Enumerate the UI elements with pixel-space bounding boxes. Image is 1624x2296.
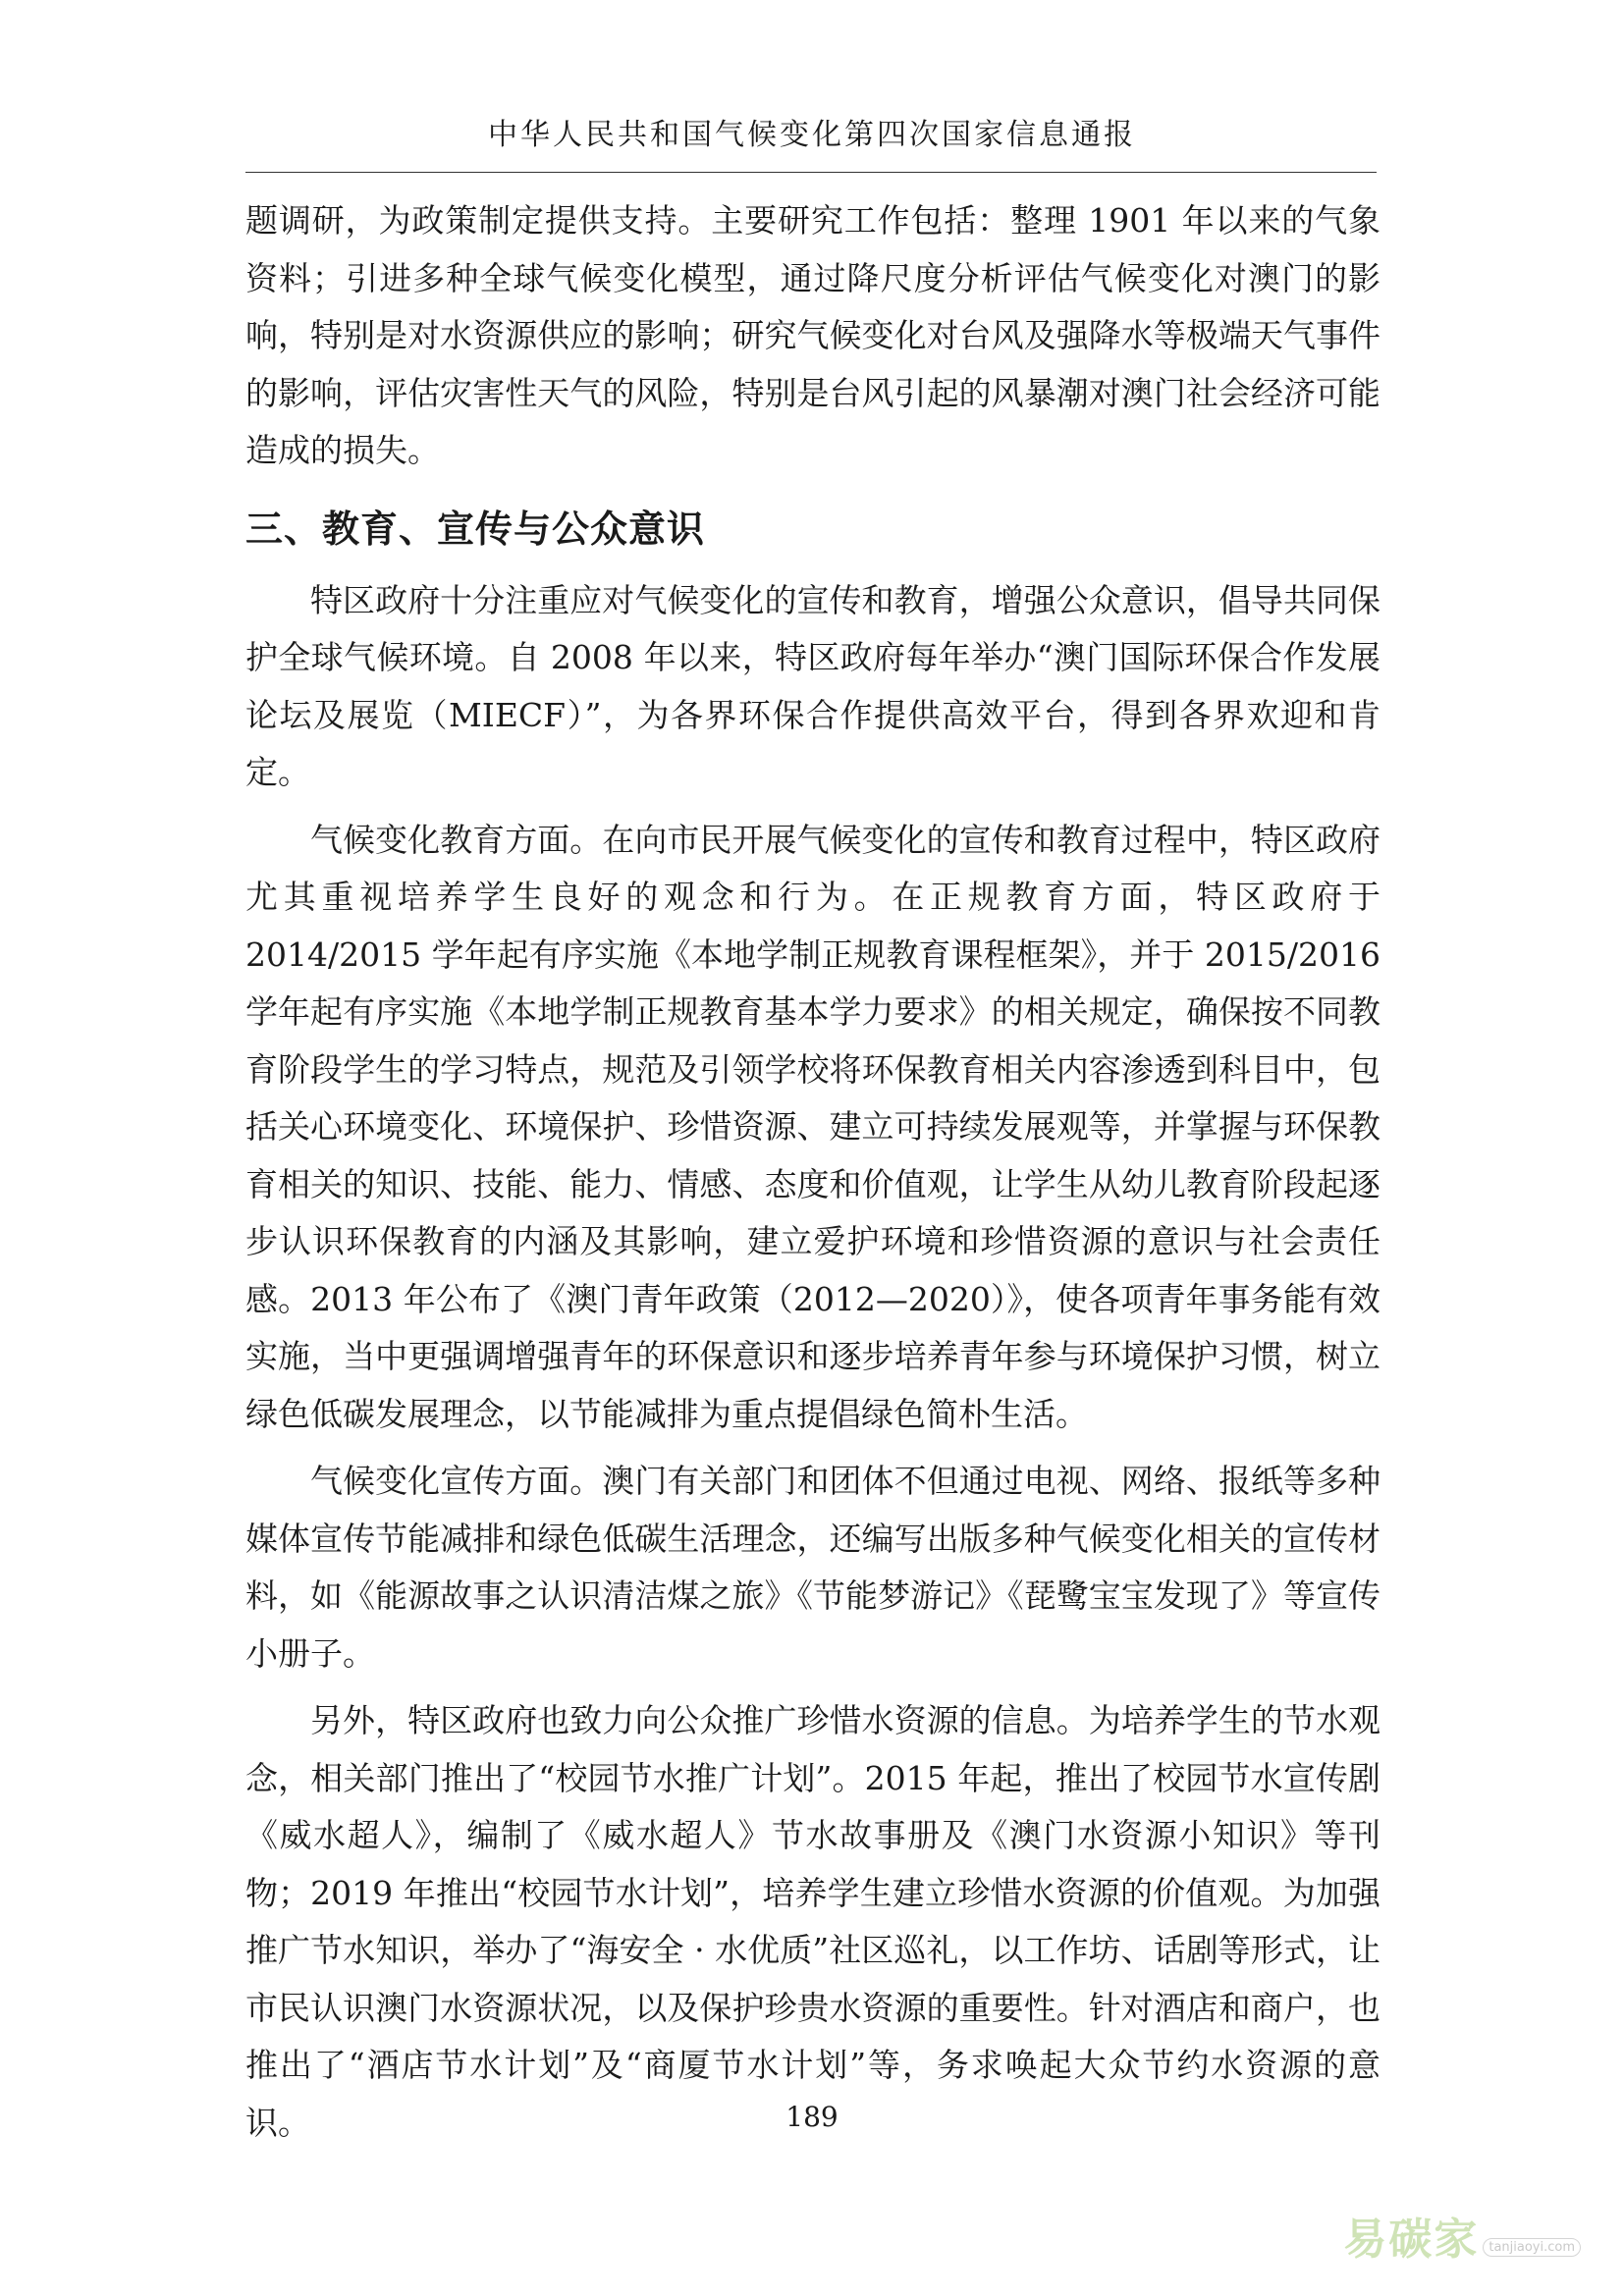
paragraph-gap <box>245 1443 1380 1453</box>
continuation-paragraph: 题调研，为政策制定提供支持。主要研究工作包括：整理 1901 年以来的气象资料；引进多种全球气候变化模型，通过降尺度分析评估气候变化对澳门的影响，特别是对水资源供应的影响；研究气候变化对台风及强降水等极端天气事件的影响，评估灾害性天气的风险，特别是台风引起的风暴潮对澳门社会经济可能造成的损失。 <box>245 201 1380 469</box>
body-paragraph-2: 气候变化教育方面。在向市民开展气候变化的宣传和教育过程中，特区政府尤其重视培养学生良好的观念和行为。在正规教育方面，特区政府于 2014/2015 学年起有序实施《本地学制正规教育课程框架》，并于 2015/2016 学年起有序实施《本地学制正规教育基本学力要求》的相关规定，确保按不同教育阶段学生的学习特点，规范及引领学校将环保教育相关内容渗透到科目中，包括关心环境变化、环境保护、珍惜资源、建立可持续发展观等，并掌握与环保教育相关的知识、技能、能力、情感、态度和价值观，让学生从幼儿教育阶段起逐步认识环保教育的内涵及其影响，建立爱护环境和珍惜资源的意识与社会责任感。2013 年公布了《澳门青年政策（2012—2020）》，使各项青年事务能有效实施，当中更强调增强青年的环保意识和逐步培养青年参与环境保护习惯，树立绿色低碳发展理念，以节能减排为重点提倡绿色简朴生活。 <box>245 820 1380 1433</box>
paragraph-gap <box>245 802 1380 812</box>
watermark-logo <box>1343 2204 1581 2267</box>
paragraph-gap <box>245 1682 1380 1692</box>
running-header: 中华人民共和国气候变化第四次国家信息通报 <box>488 118 1136 152</box>
body-paragraph-1: 特区政府十分注重应对气候变化的宣传和教育，增强公众意识，倡导共同保护全球气候环境。自 2008 年以来，特区政府每年举办“澳门国际环保合作发展论坛及展览（MIECF）”，为各界环保合作提供高效平台，得到各界欢迎和肯定。 <box>245 580 1380 791</box>
watermark-brand: 易碳家 <box>1343 2215 1480 2265</box>
header-rule <box>245 172 1377 173</box>
page-content <box>245 192 1380 2152</box>
body-paragraph-4: 另外，特区政府也致力向公众推广珍惜水资源的信息。为培养学生的节水观念，相关部门推出了“校园节水推广计划”。2015 年起，推出了校园节水宣传剧《威水超人》，编制了《威水超人》节水故事册及《澳门水资源小知识》等刊物；2019 年推出“校园节水计划”，培养学生建立珍惜水资源的价值观。为加强推广节水知识，举办了“海安全 · 水优质”社区巡礼，以工作坊、话剧等形式，让市民认识澳门水资源状况，以及保护珍贵水资源的重要性。针对酒店和商户，也推出了“酒店节水计划”及“商厦节水计划”等，务求唤起大众节约水资源的意识。 <box>245 1701 1380 2142</box>
page-number: 189 <box>785 2101 839 2133</box>
section-heading: 三、教育、宣传与公众意识 <box>245 507 706 551</box>
watermark-domain: tanjiaoyi.com <box>1483 2238 1581 2257</box>
body-paragraph-3: 气候变化宣传方面。澳门有关部门和团体不但通过电视、网络、报纸等多种媒体宣传节能减排和绿色低碳生活理念，还编写出版多种气候变化相关的宣传材料，如《能源故事之认识清洁煤之旅》《节能梦游记》《琵鹭宝宝发现了》等宣传小册子。 <box>245 1462 1380 1673</box>
